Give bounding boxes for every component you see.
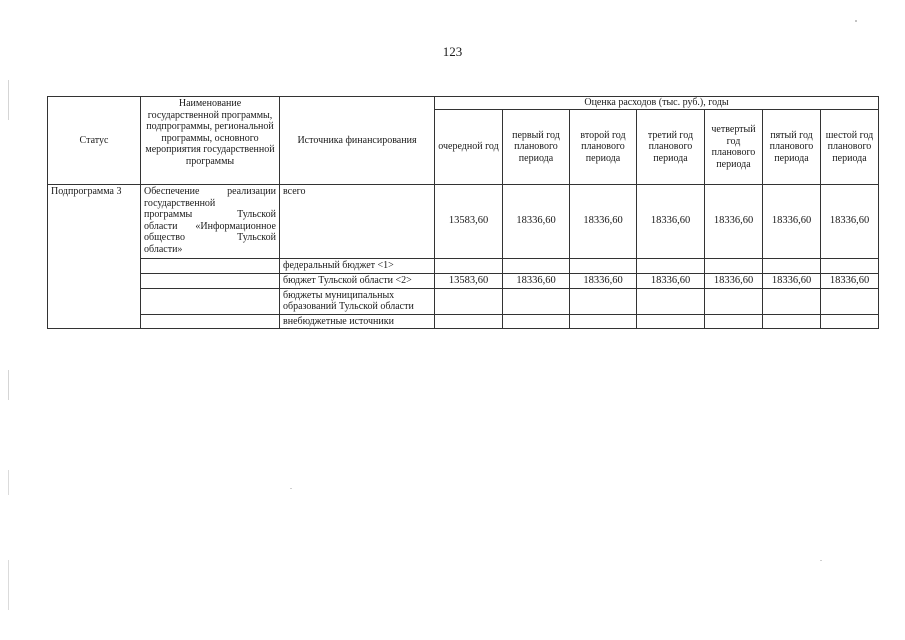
value-cell [763, 314, 821, 329]
page-number: 123 [442, 44, 463, 59]
value-cell [763, 288, 821, 314]
value-cell [570, 314, 637, 329]
value-cell: 18336,60 [570, 273, 637, 288]
value-cell [503, 259, 570, 274]
value-cell [435, 314, 503, 329]
scan-artifact [820, 560, 822, 561]
subprogram-name-line: общество Тульской [144, 232, 276, 243]
header-year-4: четвертый год планового периода [705, 110, 763, 185]
header-name: Наименование государственной программы, подпрограммы, региональной программы, основного мероприятия государственной программы [141, 97, 280, 185]
header-source: Источника финансирования [280, 97, 435, 185]
value-cell [503, 314, 570, 329]
value-cell: 18336,60 [637, 185, 705, 259]
value-cell: 18336,60 [763, 273, 821, 288]
value-cell: 18336,60 [637, 273, 705, 288]
subprogram-name-line: Обеспечение реализации [144, 186, 276, 197]
source-cell: бюджеты муниципальных образований Тульской области [280, 288, 435, 314]
header-year-2: второй год планового периода [570, 110, 637, 185]
value-cell [705, 259, 763, 274]
scan-artifact [8, 560, 9, 610]
name-cell-empty [141, 314, 280, 329]
value-cell: 18336,60 [570, 185, 637, 259]
value-cell [503, 288, 570, 314]
value-cell: 18336,60 [821, 185, 879, 259]
subprogram-name-line: государственной [144, 197, 216, 209]
financing-table [47, 96, 879, 329]
value-cell [821, 288, 879, 314]
header-status: Статус [48, 97, 141, 185]
header-year-6: шестой год планового периода [821, 110, 879, 185]
value-cell: 18336,60 [763, 185, 821, 259]
scan-artifact [855, 20, 857, 22]
source-cell: внебюджетные источники [280, 314, 435, 329]
scan-artifact [8, 470, 9, 495]
header-year-1: первый год планового периода [503, 110, 570, 185]
subprogram-name-line: программы Тульской [144, 209, 276, 220]
value-cell [821, 314, 879, 329]
value-cell [637, 259, 705, 274]
table-row [48, 273, 879, 288]
source-cell: федеральный бюджет <1> [280, 259, 435, 274]
value-cell [570, 288, 637, 314]
value-cell [821, 259, 879, 274]
value-cell: 18336,60 [503, 273, 570, 288]
header-year-3: третий год планового периода [637, 110, 705, 185]
value-cell [705, 288, 763, 314]
name-cell-empty [141, 288, 280, 314]
value-cell [570, 259, 637, 274]
value-cell [763, 259, 821, 274]
name-cell-empty [141, 259, 280, 274]
header-year-0: очередной год [435, 110, 503, 185]
subprogram-name [141, 185, 280, 259]
value-cell [435, 288, 503, 314]
value-cell: 18336,60 [503, 185, 570, 259]
value-cell [637, 314, 705, 329]
table-row [48, 259, 879, 274]
table-row [48, 314, 879, 329]
value-cell: 13583,60 [435, 185, 503, 259]
value-cell [435, 259, 503, 274]
subprogram-name-line: области «Информационное [144, 220, 276, 232]
value-cell [705, 314, 763, 329]
source-cell: бюджет Тульской области <2> [280, 273, 435, 288]
value-cell: 18336,60 [821, 273, 879, 288]
value-cell: 13583,60 [435, 273, 503, 288]
value-cell: 18336,60 [705, 185, 763, 259]
scan-artifact [290, 488, 292, 489]
source-cell: всего [280, 185, 435, 259]
value-cell: 18336,60 [705, 273, 763, 288]
name-cell-empty [141, 273, 280, 288]
header-year-5: пятый год планового периода [763, 110, 821, 185]
subprogram-status: Подпрограмма 3 [48, 185, 141, 329]
header-estimate: Оценка расходов (тыс. руб.), годы [435, 97, 879, 110]
scan-artifact [8, 370, 9, 400]
table-row [48, 288, 879, 314]
subprogram-name-line: области» [144, 243, 183, 255]
scan-artifact [8, 80, 9, 120]
value-cell [637, 288, 705, 314]
table-row [48, 185, 879, 259]
